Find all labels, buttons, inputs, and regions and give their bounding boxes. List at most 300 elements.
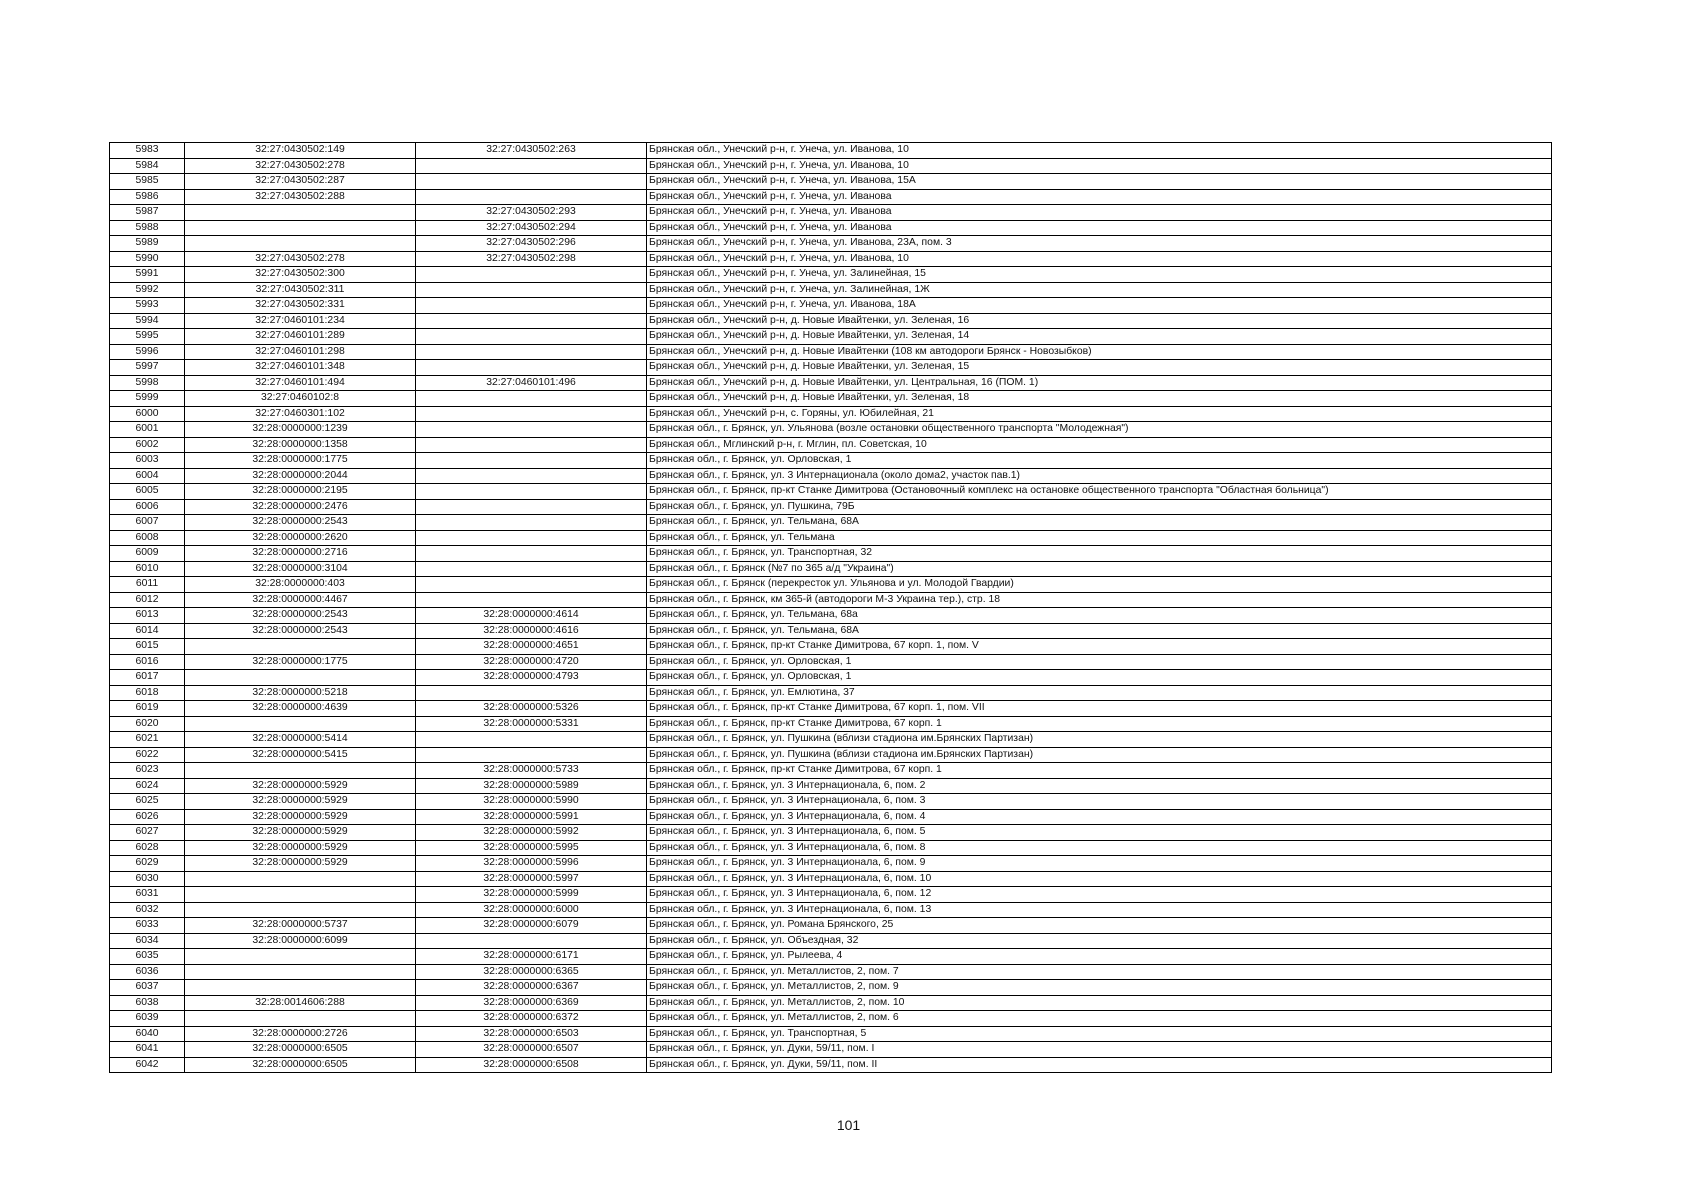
table-row — [110, 375, 1552, 391]
address-cell: Брянская обл., г. Брянск (№7 по 365 а/д "Украина") — [647, 561, 1552, 577]
land-cadastral-number-cell: 32:28:0000000:5929 — [185, 840, 416, 856]
table-row — [110, 1026, 1552, 1042]
object-cadastral-number-cell: 32:28:0000000:6367 — [416, 980, 647, 996]
address-cell: Брянская обл., Унечский р-н, г. Унеча, ул. Иванова — [647, 205, 1552, 221]
row-number-cell: 5984 — [110, 158, 185, 174]
land-cadastral-number-cell: 32:28:0000000:6505 — [185, 1057, 416, 1073]
row-number-cell: 5999 — [110, 391, 185, 407]
row-number-cell: 6036 — [110, 964, 185, 980]
address-cell: Брянская обл., г. Брянск, пр-кт Станке Димитрова, 67 корп. 1, пом. V — [647, 639, 1552, 655]
object-cadastral-number-cell: 32:28:0000000:5331 — [416, 716, 647, 732]
row-number-cell: 6021 — [110, 732, 185, 748]
land-cadastral-number-cell — [185, 763, 416, 779]
address-cell: Брянская обл., Унечский р-н, г. Унеча, ул. Иванова, 15А — [647, 174, 1552, 190]
address-cell: Брянская обл., г. Брянск, ул. 3 Интернационала, 6, пом. 9 — [647, 856, 1552, 872]
row-number-cell: 5988 — [110, 220, 185, 236]
land-cadastral-number-cell — [185, 949, 416, 965]
address-cell: Брянская обл., Унечский р-н, д. Новые Ивайтенки, ул. Центральная, 16 (ПОМ. 1) — [647, 375, 1552, 391]
object-cadastral-number-cell — [416, 313, 647, 329]
object-cadastral-number-cell: 32:28:0000000:5997 — [416, 871, 647, 887]
table-row — [110, 1042, 1552, 1058]
table-row — [110, 205, 1552, 221]
row-number-cell: 6027 — [110, 825, 185, 841]
land-cadastral-number-cell: 32:28:0000000:1239 — [185, 422, 416, 438]
land-cadastral-number-cell: 32:28:0000000:5929 — [185, 809, 416, 825]
land-cadastral-number-cell — [185, 1011, 416, 1027]
table-row — [110, 158, 1552, 174]
table-row — [110, 918, 1552, 934]
object-cadastral-number-cell — [416, 499, 647, 515]
table-row — [110, 840, 1552, 856]
table-row — [110, 670, 1552, 686]
address-cell: Брянская обл., г. Брянск, км 365-й (автодороги М-3 Украина тер.), стр. 18 — [647, 592, 1552, 608]
table-row — [110, 298, 1552, 314]
land-cadastral-number-cell: 32:28:0000000:2620 — [185, 530, 416, 546]
object-cadastral-number-cell: 32:28:0000000:6372 — [416, 1011, 647, 1027]
object-cadastral-number-cell — [416, 592, 647, 608]
row-number-cell: 6037 — [110, 980, 185, 996]
land-cadastral-number-cell: 32:28:0000000:5737 — [185, 918, 416, 934]
object-cadastral-number-cell — [416, 298, 647, 314]
row-number-cell: 6028 — [110, 840, 185, 856]
object-cadastral-number-cell: 32:28:0000000:5990 — [416, 794, 647, 810]
table-row — [110, 453, 1552, 469]
table-row — [110, 716, 1552, 732]
object-cadastral-number-cell — [416, 933, 647, 949]
table-row — [110, 980, 1552, 996]
address-cell: Брянская обл., Мглинский р-н, г. Мглин, пл. Советская, 10 — [647, 437, 1552, 453]
address-cell: Брянская обл., г. Брянск, ул. Рылеева, 4 — [647, 949, 1552, 965]
address-cell: Брянская обл., Унечский р-н, д. Новые Ивайтенки (108 км автодороги Брянск - Новозыбков) — [647, 344, 1552, 360]
address-cell: Брянская обл., г. Брянск, ул. Металлистов, 2, пом. 6 — [647, 1011, 1552, 1027]
object-cadastral-number-cell: 32:28:0000000:6365 — [416, 964, 647, 980]
table-row — [110, 778, 1552, 794]
table-row — [110, 701, 1552, 717]
land-cadastral-number-cell: 32:27:0430502:331 — [185, 298, 416, 314]
land-cadastral-number-cell: 32:27:0460101:234 — [185, 313, 416, 329]
row-number-cell: 5994 — [110, 313, 185, 329]
object-cadastral-number-cell: 32:28:0000000:5992 — [416, 825, 647, 841]
table-row — [110, 267, 1552, 283]
row-number-cell: 5986 — [110, 189, 185, 205]
row-number-cell: 6019 — [110, 701, 185, 717]
object-cadastral-number-cell — [416, 422, 647, 438]
table-row — [110, 623, 1552, 639]
land-cadastral-number-cell: 32:28:0000000:4467 — [185, 592, 416, 608]
land-cadastral-number-cell — [185, 887, 416, 903]
address-cell: Брянская обл., г. Брянск, ул. 3 Интернационала, 6, пом. 8 — [647, 840, 1552, 856]
row-number-cell: 6030 — [110, 871, 185, 887]
land-cadastral-number-cell: 32:28:0000000:5929 — [185, 825, 416, 841]
table-row — [110, 391, 1552, 407]
table-row — [110, 933, 1552, 949]
land-cadastral-number-cell: 32:28:0000000:4639 — [185, 701, 416, 717]
land-cadastral-number-cell: 32:28:0000000:2726 — [185, 1026, 416, 1042]
table-row — [110, 530, 1552, 546]
land-cadastral-number-cell — [185, 980, 416, 996]
row-number-cell: 6035 — [110, 949, 185, 965]
row-number-cell: 5998 — [110, 375, 185, 391]
object-cadastral-number-cell: 32:28:0000000:6000 — [416, 902, 647, 918]
object-cadastral-number-cell: 32:28:0000000:6079 — [416, 918, 647, 934]
object-cadastral-number-cell: 32:27:0430502:296 — [416, 236, 647, 252]
table-row — [110, 902, 1552, 918]
row-number-cell: 6005 — [110, 484, 185, 500]
address-cell: Брянская обл., г. Брянск, ул. 3 Интернационала, 6, пом. 10 — [647, 871, 1552, 887]
row-number-cell: 5997 — [110, 360, 185, 376]
table-row — [110, 809, 1552, 825]
row-number-cell: 5987 — [110, 205, 185, 221]
table-row — [110, 763, 1552, 779]
address-cell: Брянская обл., г. Брянск, ул. 3 Интернационала, 6, пом. 4 — [647, 809, 1552, 825]
page-number: 101 — [836, 1117, 861, 1133]
object-cadastral-number-cell: 32:28:0000000:6507 — [416, 1042, 647, 1058]
row-number-cell: 6018 — [110, 685, 185, 701]
row-number-cell: 6003 — [110, 453, 185, 469]
table-row — [110, 143, 1552, 159]
table-row — [110, 546, 1552, 562]
address-cell: Брянская обл., г. Брянск, ул. Орловская, 1 — [647, 453, 1552, 469]
land-cadastral-number-cell: 32:28:0000000:2044 — [185, 468, 416, 484]
object-cadastral-number-cell: 32:28:0000000:5995 — [416, 840, 647, 856]
land-cadastral-number-cell: 32:28:0000000:5415 — [185, 747, 416, 763]
row-number-cell: 6026 — [110, 809, 185, 825]
land-cadastral-number-cell: 32:27:0460301:102 — [185, 406, 416, 422]
object-cadastral-number-cell — [416, 515, 647, 531]
land-cadastral-number-cell: 32:27:0430502:149 — [185, 143, 416, 159]
table-row — [110, 1011, 1552, 1027]
object-cadastral-number-cell — [416, 468, 647, 484]
land-cadastral-number-cell: 32:28:0000000:2543 — [185, 608, 416, 624]
row-number-cell: 6032 — [110, 902, 185, 918]
row-number-cell: 6002 — [110, 437, 185, 453]
address-cell: Брянская обл., г. Брянск, ул. 3 Интернационала, 6, пом. 12 — [647, 887, 1552, 903]
land-cadastral-number-cell: 32:27:0430502:287 — [185, 174, 416, 190]
table-row — [110, 856, 1552, 872]
row-number-cell: 6022 — [110, 747, 185, 763]
table-row — [110, 422, 1552, 438]
object-cadastral-number-cell: 32:27:0430502:293 — [416, 205, 647, 221]
row-number-cell: 6010 — [110, 561, 185, 577]
address-cell: Брянская обл., г. Брянск, ул. 3 Интернационала, 6, пом. 5 — [647, 825, 1552, 841]
object-cadastral-number-cell — [416, 546, 647, 562]
row-number-cell: 6014 — [110, 623, 185, 639]
address-cell: Брянская обл., г. Брянск, ул. Металлистов, 2, пом. 7 — [647, 964, 1552, 980]
object-cadastral-number-cell — [416, 329, 647, 345]
address-cell: Брянская обл., Унечский р-н, д. Новые Ивайтенки, ул. Зеленая, 16 — [647, 313, 1552, 329]
object-cadastral-number-cell — [416, 406, 647, 422]
row-number-cell: 6006 — [110, 499, 185, 515]
row-number-cell: 5993 — [110, 298, 185, 314]
land-cadastral-number-cell: 32:28:0000000:1358 — [185, 437, 416, 453]
table-body — [110, 143, 1552, 1073]
table-row — [110, 174, 1552, 190]
address-cell: Брянская обл., г. Брянск, ул. Орловская, 1 — [647, 654, 1552, 670]
address-cell: Брянская обл., г. Брянск, ул. Пушкина, 79Б — [647, 499, 1552, 515]
address-cell: Брянская обл., г. Брянск, ул. 3 Интернационала, 6, пом. 3 — [647, 794, 1552, 810]
land-cadastral-number-cell — [185, 670, 416, 686]
table-row — [110, 329, 1552, 345]
land-cadastral-number-cell — [185, 964, 416, 980]
object-cadastral-number-cell — [416, 747, 647, 763]
table-row — [110, 189, 1552, 205]
row-number-cell: 6024 — [110, 778, 185, 794]
table-row — [110, 499, 1552, 515]
land-cadastral-number-cell: 32:28:0000000:5929 — [185, 856, 416, 872]
land-cadastral-number-cell: 32:28:0000000:5414 — [185, 732, 416, 748]
object-cadastral-number-cell — [416, 453, 647, 469]
land-cadastral-number-cell: 32:28:0000000:1775 — [185, 654, 416, 670]
row-number-cell: 6012 — [110, 592, 185, 608]
address-cell: Брянская обл., г. Брянск, ул. Пушкина (вблизи стадиона им.Брянских Партизан) — [647, 747, 1552, 763]
land-cadastral-number-cell — [185, 220, 416, 236]
object-cadastral-number-cell — [416, 391, 647, 407]
table-row — [110, 964, 1552, 980]
address-cell: Брянская обл., г. Брянск, ул. Ульянова (возле остановки общественного транспорта "Молодежная") — [647, 422, 1552, 438]
table-row — [110, 236, 1552, 252]
address-cell: Брянская обл., Унечский р-н, г. Унеча, ул. Иванова — [647, 220, 1552, 236]
row-number-cell: 6011 — [110, 577, 185, 593]
land-cadastral-number-cell — [185, 205, 416, 221]
address-cell: Брянская обл., г. Брянск, ул. Металлистов, 2, пом. 10 — [647, 995, 1552, 1011]
table-row — [110, 282, 1552, 298]
table-row — [110, 592, 1552, 608]
row-number-cell: 6042 — [110, 1057, 185, 1073]
row-number-cell: 5985 — [110, 174, 185, 190]
land-cadastral-number-cell — [185, 639, 416, 655]
address-cell: Брянская обл., Унечский р-н, г. Унеча, ул. Залинейная, 15 — [647, 267, 1552, 283]
land-cadastral-number-cell: 32:27:0430502:288 — [185, 189, 416, 205]
object-cadastral-number-cell: 32:28:0000000:5733 — [416, 763, 647, 779]
object-cadastral-number-cell — [416, 158, 647, 174]
table-row — [110, 406, 1552, 422]
address-cell: Брянская обл., г. Брянск, ул. Тельмана — [647, 530, 1552, 546]
row-number-cell: 6009 — [110, 546, 185, 562]
land-cadastral-number-cell: 32:28:0000000:2195 — [185, 484, 416, 500]
table-row — [110, 794, 1552, 810]
address-cell: Брянская обл., г. Брянск, ул. Объездная, 32 — [647, 933, 1552, 949]
row-number-cell: 6015 — [110, 639, 185, 655]
table-row — [110, 360, 1552, 376]
land-cadastral-number-cell: 32:27:0460101:494 — [185, 375, 416, 391]
row-number-cell: 6034 — [110, 933, 185, 949]
object-cadastral-number-cell: 32:27:0430502:263 — [416, 143, 647, 159]
row-number-cell: 6004 — [110, 468, 185, 484]
address-cell: Брянская обл., Унечский р-н, д. Новые Ивайтенки, ул. Зеленая, 14 — [647, 329, 1552, 345]
table-row — [110, 887, 1552, 903]
land-cadastral-number-cell: 32:28:0000000:3104 — [185, 561, 416, 577]
address-cell: Брянская обл., Унечский р-н, г. Унеча, ул. Иванова — [647, 189, 1552, 205]
row-number-cell: 5991 — [110, 267, 185, 283]
object-cadastral-number-cell: 32:28:0000000:6171 — [416, 949, 647, 965]
object-cadastral-number-cell — [416, 484, 647, 500]
object-cadastral-number-cell: 32:28:0000000:4614 — [416, 608, 647, 624]
address-cell: Брянская обл., г. Брянск, ул. Романа Брянского, 25 — [647, 918, 1552, 934]
object-cadastral-number-cell: 32:28:0000000:4651 — [416, 639, 647, 655]
address-cell: Брянская обл., г. Брянск, ул. Металлистов, 2, пом. 9 — [647, 980, 1552, 996]
row-number-cell: 6013 — [110, 608, 185, 624]
object-cadastral-number-cell: 32:27:0430502:294 — [416, 220, 647, 236]
object-cadastral-number-cell: 32:28:0000000:4616 — [416, 623, 647, 639]
object-cadastral-number-cell — [416, 282, 647, 298]
address-cell: Брянская обл., Унечский р-н, г. Унеча, ул. Иванова, 10 — [647, 251, 1552, 267]
address-cell: Брянская обл., г. Брянск, ул. Пушкина (вблизи стадиона им.Брянских Партизан) — [647, 732, 1552, 748]
address-cell: Брянская обл., Унечский р-н, г. Унеча, ул. Иванова, 18А — [647, 298, 1552, 314]
address-cell: Брянская обл., г. Брянск, пр-кт Станке Димитрова, 67 корп. 1, пом. VII — [647, 701, 1552, 717]
row-number-cell: 6029 — [110, 856, 185, 872]
land-cadastral-number-cell: 32:27:0460101:298 — [185, 344, 416, 360]
table-row — [110, 313, 1552, 329]
table-row — [110, 484, 1552, 500]
table-row — [110, 949, 1552, 965]
row-number-cell: 6031 — [110, 887, 185, 903]
address-cell: Брянская обл., г. Брянск, ул. Емлютина, 37 — [647, 685, 1552, 701]
address-cell: Брянская обл., г. Брянск, ул. 3 Интернационала (около дома2, участок пав.1) — [647, 468, 1552, 484]
row-number-cell: 6041 — [110, 1042, 185, 1058]
object-cadastral-number-cell — [416, 561, 647, 577]
address-cell: Брянская обл., Унечский р-н, г. Унеча, ул. Залинейная, 1Ж — [647, 282, 1552, 298]
row-number-cell: 6040 — [110, 1026, 185, 1042]
table-row — [110, 577, 1552, 593]
object-cadastral-number-cell: 32:28:0000000:6503 — [416, 1026, 647, 1042]
address-cell: Брянская обл., г. Брянск, ул. Тельмана, 68А — [647, 515, 1552, 531]
table-row — [110, 437, 1552, 453]
row-number-cell: 6039 — [110, 1011, 185, 1027]
row-number-cell: 6016 — [110, 654, 185, 670]
address-cell: Брянская обл., г. Брянск, пр-кт Станке Димитрова, 67 корп. 1 — [647, 716, 1552, 732]
address-cell: Брянская обл., Унечский р-н, с. Горяны, ул. Юбилейная, 21 — [647, 406, 1552, 422]
address-cell: Брянская обл., г. Брянск, ул. Тельмана, 68А — [647, 623, 1552, 639]
object-cadastral-number-cell — [416, 685, 647, 701]
table-row — [110, 220, 1552, 236]
land-cadastral-number-cell: 32:28:0000000:2543 — [185, 623, 416, 639]
object-cadastral-number-cell — [416, 577, 647, 593]
row-number-cell: 5989 — [110, 236, 185, 252]
table-row — [110, 251, 1552, 267]
address-cell: Брянская обл., г. Брянск (перекресток ул. Ульянова и ул. Молодой Гвардии) — [647, 577, 1552, 593]
object-cadastral-number-cell: 32:28:0000000:5326 — [416, 701, 647, 717]
object-cadastral-number-cell: 32:28:0000000:6369 — [416, 995, 647, 1011]
table-row — [110, 871, 1552, 887]
land-cadastral-number-cell: 32:27:0460102:8 — [185, 391, 416, 407]
row-number-cell: 6008 — [110, 530, 185, 546]
land-cadastral-number-cell: 32:28:0014606:288 — [185, 995, 416, 1011]
object-cadastral-number-cell: 32:28:0000000:5999 — [416, 887, 647, 903]
table-row — [110, 685, 1552, 701]
address-cell: Брянская обл., Унечский р-н, д. Новые Ивайтенки, ул. Зеленая, 15 — [647, 360, 1552, 376]
row-number-cell: 6001 — [110, 422, 185, 438]
land-cadastral-number-cell — [185, 716, 416, 732]
table-row — [110, 654, 1552, 670]
land-cadastral-number-cell: 32:27:0430502:278 — [185, 251, 416, 267]
land-cadastral-number-cell: 32:28:0000000:5929 — [185, 794, 416, 810]
table-row — [110, 515, 1552, 531]
table-row — [110, 732, 1552, 748]
land-cadastral-number-cell: 32:28:0000000:1775 — [185, 453, 416, 469]
address-cell: Брянская обл., Унечский р-н, д. Новые Ивайтенки, ул. Зеленая, 18 — [647, 391, 1552, 407]
land-cadastral-number-cell: 32:28:0000000:403 — [185, 577, 416, 593]
row-number-cell: 5990 — [110, 251, 185, 267]
row-number-cell: 5983 — [110, 143, 185, 159]
land-cadastral-number-cell — [185, 871, 416, 887]
address-cell: Брянская обл., г. Брянск, ул. Транспортная, 5 — [647, 1026, 1552, 1042]
object-cadastral-number-cell: 32:27:0460101:496 — [416, 375, 647, 391]
row-number-cell: 5996 — [110, 344, 185, 360]
object-cadastral-number-cell: 32:28:0000000:6508 — [416, 1057, 647, 1073]
row-number-cell: 5995 — [110, 329, 185, 345]
table-row — [110, 608, 1552, 624]
address-cell: Брянская обл., г. Брянск, ул. Дуки, 59/11, пом. II — [647, 1057, 1552, 1073]
object-cadastral-number-cell — [416, 189, 647, 205]
address-cell: Брянская обл., г. Брянск, ул. Транспортная, 32 — [647, 546, 1552, 562]
table-row — [110, 995, 1552, 1011]
address-cell: Брянская обл., г. Брянск, ул. Тельмана, 68а — [647, 608, 1552, 624]
object-cadastral-number-cell: 32:28:0000000:4793 — [416, 670, 647, 686]
land-cadastral-number-cell: 32:28:0000000:5218 — [185, 685, 416, 701]
table-row — [110, 639, 1552, 655]
address-cell: Брянская обл., г. Брянск, пр-кт Станке Димитрова (Остановочный комплекс на остановке общественного транспорта "Областная больница") — [647, 484, 1552, 500]
land-cadastral-number-cell: 32:28:0000000:6505 — [185, 1042, 416, 1058]
object-cadastral-number-cell — [416, 174, 647, 190]
row-number-cell: 6000 — [110, 406, 185, 422]
objects-table — [109, 142, 1552, 1073]
row-number-cell: 6017 — [110, 670, 185, 686]
land-cadastral-number-cell: 32:28:0000000:2476 — [185, 499, 416, 515]
land-cadastral-number-cell: 32:27:0430502:311 — [185, 282, 416, 298]
object-cadastral-number-cell: 32:27:0430502:298 — [416, 251, 647, 267]
object-cadastral-number-cell — [416, 530, 647, 546]
address-cell: Брянская обл., г. Брянск, ул. Орловская, 1 — [647, 670, 1552, 686]
object-cadastral-number-cell — [416, 267, 647, 283]
object-cadastral-number-cell: 32:28:0000000:5996 — [416, 856, 647, 872]
address-cell: Брянская обл., Унечский р-н, г. Унеча, ул. Иванова, 10 — [647, 143, 1552, 159]
land-cadastral-number-cell: 32:27:0430502:300 — [185, 267, 416, 283]
row-number-cell: 6023 — [110, 763, 185, 779]
table-row — [110, 747, 1552, 763]
table-row — [110, 1057, 1552, 1073]
object-cadastral-number-cell — [416, 437, 647, 453]
land-cadastral-number-cell: 32:28:0000000:5929 — [185, 778, 416, 794]
row-number-cell: 6020 — [110, 716, 185, 732]
land-cadastral-number-cell: 32:27:0460101:348 — [185, 360, 416, 376]
address-cell: Брянская обл., г. Брянск, ул. 3 Интернационала, 6, пом. 2 — [647, 778, 1552, 794]
address-cell: Брянская обл., г. Брянск, ул. 3 Интернационала, 6, пом. 13 — [647, 902, 1552, 918]
land-cadastral-number-cell: 32:28:0000000:2716 — [185, 546, 416, 562]
land-cadastral-number-cell: 32:27:0460101:289 — [185, 329, 416, 345]
land-cadastral-number-cell: 32:27:0430502:278 — [185, 158, 416, 174]
address-cell: Брянская обл., Унечский р-н, г. Унеча, ул. Иванова, 23А, пом. 3 — [647, 236, 1552, 252]
object-cadastral-number-cell: 32:28:0000000:5989 — [416, 778, 647, 794]
object-cadastral-number-cell — [416, 344, 647, 360]
object-cadastral-number-cell: 32:28:0000000:5991 — [416, 809, 647, 825]
object-cadastral-number-cell: 32:28:0000000:4720 — [416, 654, 647, 670]
land-cadastral-number-cell: 32:28:0000000:2543 — [185, 515, 416, 531]
table-row — [110, 344, 1552, 360]
address-cell: Брянская обл., г. Брянск, ул. Дуки, 59/11, пом. I — [647, 1042, 1552, 1058]
row-number-cell: 6033 — [110, 918, 185, 934]
row-number-cell: 5992 — [110, 282, 185, 298]
table-row — [110, 468, 1552, 484]
row-number-cell: 6007 — [110, 515, 185, 531]
object-cadastral-number-cell — [416, 360, 647, 376]
address-cell: Брянская обл., Унечский р-н, г. Унеча, ул. Иванова, 10 — [647, 158, 1552, 174]
land-cadastral-number-cell — [185, 902, 416, 918]
land-cadastral-number-cell: 32:28:0000000:6099 — [185, 933, 416, 949]
row-number-cell: 6025 — [110, 794, 185, 810]
table-row — [110, 825, 1552, 841]
row-number-cell: 6038 — [110, 995, 185, 1011]
address-cell: Брянская обл., г. Брянск, пр-кт Станке Димитрова, 67 корп. 1 — [647, 763, 1552, 779]
